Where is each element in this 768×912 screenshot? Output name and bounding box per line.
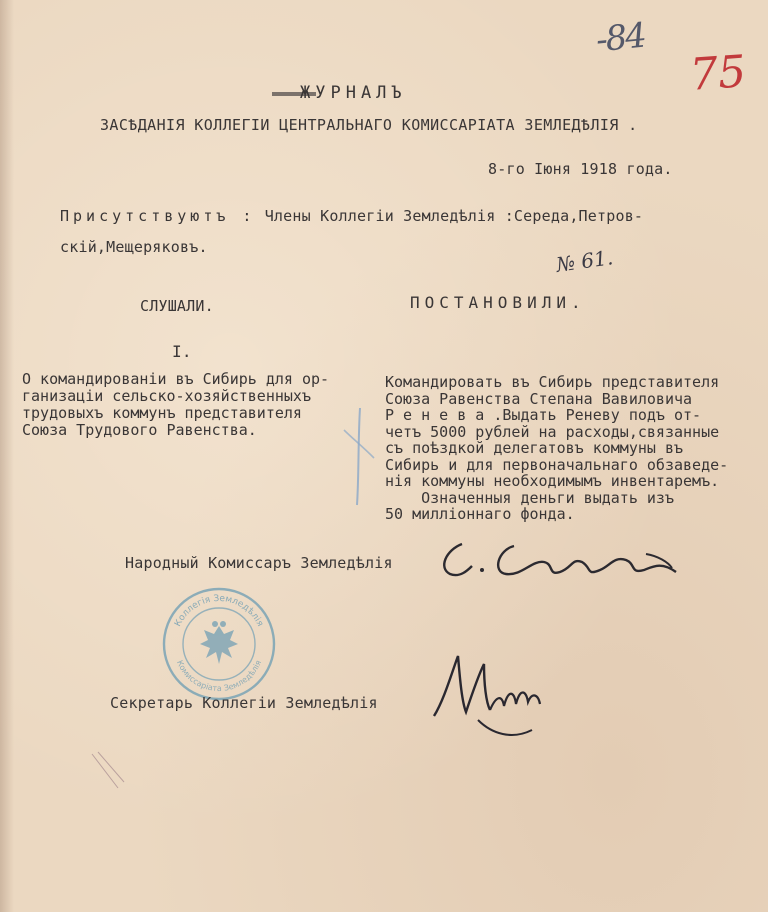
attendance-members: Члены Коллегіи Земледѣлія :Середа,Петров- — [255, 207, 644, 225]
attendance-label: Присутствуютъ : — [60, 207, 256, 225]
commissar-signature — [432, 532, 682, 590]
commissar-signature-label: Народный Комиссаръ Земледѣлія — [125, 554, 393, 572]
faint-pencil-mark — [88, 748, 128, 796]
red-pencil-mark: 75 — [688, 46, 748, 101]
stamp-text-top: Коллегія Земледѣлія — [173, 593, 265, 629]
listened-heading: СЛУШАЛИ. — [140, 297, 214, 315]
secretary-signature-label: Секретарь Коллегіи Земледѣлія — [110, 694, 378, 712]
listened-text: О командированіи въ Сибирь для ор- ганизаціи сельско-хозяйственныхъ трудовыхъ коммунъ представителя Союза Трудового Равенства. — [22, 370, 330, 439]
attendance-line-2: скій,Мещеряковъ. — [60, 238, 208, 256]
blue-pencil-mark — [340, 400, 380, 510]
resolved-heading: ПОСТАНОВИЛИ. — [410, 293, 586, 312]
handwritten-protocol-number: № 61. — [554, 245, 615, 277]
official-stamp — [160, 586, 278, 702]
attendance-line-1 — [60, 207, 643, 225]
item-number: I. — [172, 342, 192, 361]
resolved-text: Командировать въ Сибирь представителя Союза Равенства Степана Вавиловича Р е н е в а .Выдать Реневу подъ от- четъ 5000 рублей на расходы,связанные съ поѣздкой делегатовъ коммуны въ Сибирь и для первоначальнаго обзаведе- нія коммуны необходимымъ инвентаремъ. Означенныя деньги выдать изъ 50 милліоннаго фонда. — [385, 373, 729, 523]
secretary-signature — [428, 650, 548, 742]
paper-edge-shadow — [0, 0, 14, 912]
meeting-date: 8-го Іюня 1918 года. — [488, 160, 673, 178]
handwritten-page-number: -84 — [594, 15, 647, 61]
document-title: ЖУРНАЛЪ — [300, 83, 407, 103]
stamp-text-bottom: Комиссаріата Земледѣлія — [174, 658, 264, 694]
eagle-emblem-icon — [200, 621, 238, 664]
document-subtitle: ЗАСѢДАНІЯ КОЛЛЕГІИ ЦЕНТРАЛЬНАГО КОМИССАРІАТА ЗЕМЛЕДѢЛІЯ . — [100, 116, 638, 134]
